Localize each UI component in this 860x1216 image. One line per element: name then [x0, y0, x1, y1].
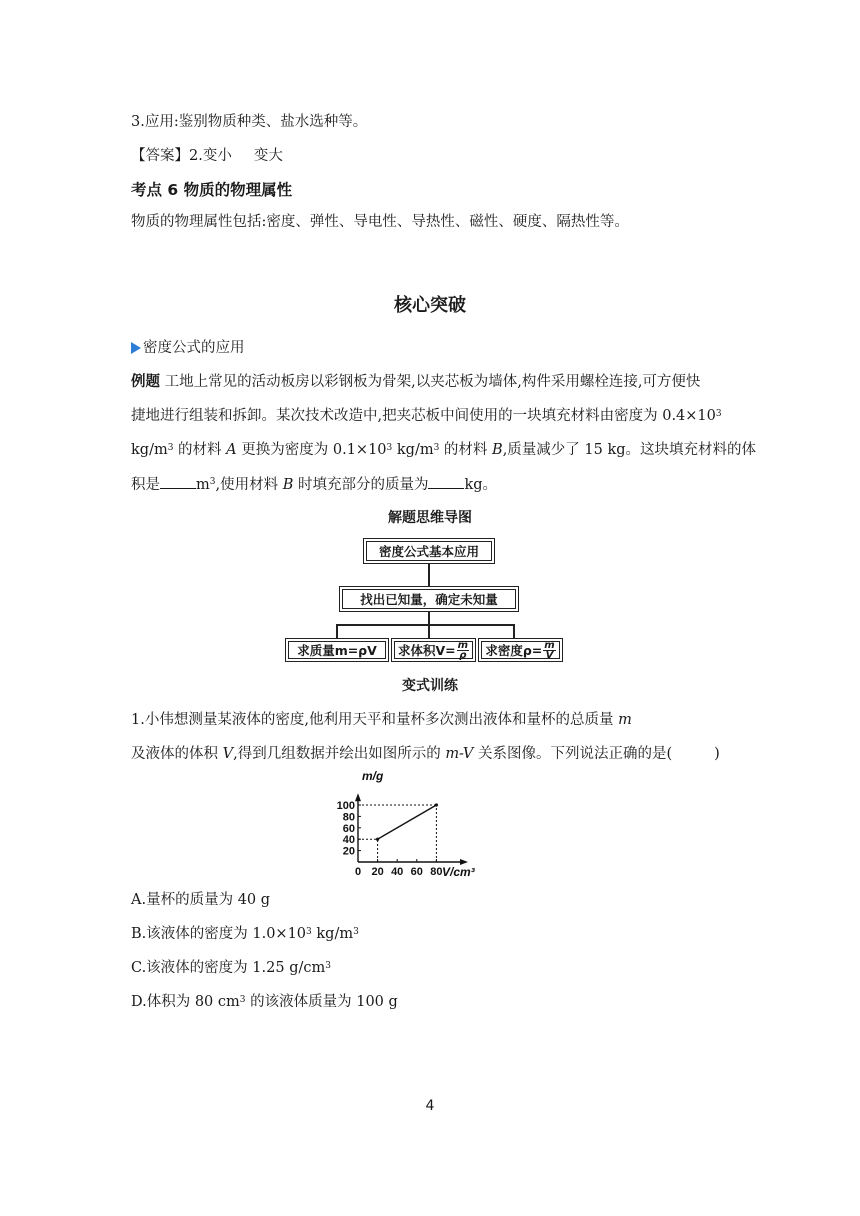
practice-title: 变式训练 — [402, 678, 458, 694]
mindmap-volume-box — [391, 638, 476, 662]
volume-prefix: 求体积V= — [397, 643, 456, 658]
var-mv: m-V — [445, 746, 474, 762]
play-triangle-icon — [131, 342, 141, 354]
text: C.该液体的密度为 1.25 g/cm — [131, 960, 326, 976]
mindmap-top-label: 密度公式基本应用 — [378, 544, 479, 559]
unit: kg/m — [392, 442, 434, 458]
example-label: 例题 — [131, 374, 160, 390]
example-line-1 — [131, 372, 700, 392]
text: ,质量减少了 15 kg。这块填充材料的体 — [502, 442, 757, 458]
y-axis-arrow — [355, 793, 361, 801]
connector — [513, 624, 515, 638]
example-text-1: 工地上常见的活动板房以彩钢板为骨架,以夹芯板为墙体,构件采用螺栓连接,可方便快 — [160, 374, 701, 390]
y-tick-label: 20 — [342, 845, 355, 858]
unit: m — [196, 477, 210, 493]
text: ,使用材料 — [215, 477, 283, 493]
x-tick-label: 60 — [410, 866, 423, 878]
y-tick-label: 80 — [342, 811, 355, 824]
x-tick-label: 40 — [391, 866, 404, 878]
option-d[interactable] — [131, 992, 398, 1012]
text: 关系图像。下列说法正确的是( — [473, 746, 673, 762]
topic-label: 密度公式的应用 — [143, 340, 245, 356]
y-axis-label: m/g — [362, 770, 384, 783]
text: kg。 — [464, 477, 498, 493]
text: 及液体的体积 — [131, 746, 223, 762]
var-m: m — [618, 712, 632, 728]
frac-den: ρ — [459, 649, 467, 661]
x-tick-label: 0 — [354, 866, 362, 878]
page-number: 4 — [425, 1098, 435, 1114]
material-b: B — [282, 477, 294, 493]
example-text-2: 捷地进行组装和拆卸。某次技术改造中,把夹芯板中间使用的一块填充材料由密度为 0.4×10 — [131, 408, 716, 424]
sup: 3 — [433, 443, 440, 453]
connector — [336, 624, 338, 638]
sup: 3 — [209, 477, 216, 487]
mindmap-density-box — [478, 638, 563, 662]
mindmap-mid-box — [339, 586, 519, 612]
kaodian6-body: 物质的物理属性包括:密度、弹性、导电性、导热性、磁性、硬度、隔热性等。 — [131, 214, 629, 230]
var-v: V — [222, 746, 234, 762]
answer-blank-mass[interactable] — [428, 474, 464, 489]
data-point — [376, 838, 379, 841]
option-b[interactable] — [131, 924, 359, 944]
connector — [428, 624, 430, 638]
text: ) — [714, 746, 720, 762]
topic-line — [131, 338, 245, 358]
x-tick-label: 80 — [430, 866, 443, 878]
mindmap-volume-label — [398, 641, 469, 660]
option-c[interactable] — [131, 958, 331, 978]
answer-blank-volume[interactable] — [160, 474, 196, 489]
connector — [336, 624, 514, 626]
sup: 3 — [306, 927, 312, 937]
unit: kg/m — [131, 442, 168, 458]
frac-num: m — [544, 639, 555, 651]
application-line: 3.应用:鉴别物质种类、盐水选种等。 — [131, 114, 368, 130]
frac-den: V — [545, 649, 554, 661]
q1-line-2 — [131, 744, 720, 764]
sup: 3 — [325, 961, 331, 971]
y-tick-label: 100 — [336, 800, 355, 812]
example-line-3 — [131, 440, 756, 460]
sup: 3 — [715, 409, 722, 419]
density-prefix: 求密度ρ= — [485, 643, 543, 658]
kaodian6-title: 考点 6 物质的物理属性 — [131, 181, 293, 199]
example-line-2 — [131, 406, 722, 426]
example-line-4 — [131, 474, 497, 495]
mindmap-density-label — [485, 641, 555, 660]
mindmap-mass-label: 求质量m=ρV — [297, 643, 377, 658]
material-b: B — [492, 442, 503, 458]
option-a[interactable]: A.量杯的质量为 40 g — [131, 892, 271, 908]
answer-b: 变大 — [253, 148, 283, 164]
answer-label: 【答案】 — [131, 148, 189, 164]
volume-fraction — [457, 641, 469, 660]
text: B.该液体的密度为 1.0×10 — [131, 926, 307, 942]
answer-line — [131, 146, 283, 166]
y-tick-label: 60 — [342, 822, 355, 835]
text: ,得到几组数据并绘出如图所示的 — [233, 746, 446, 762]
sup: 3 — [167, 443, 174, 453]
text: 的材料 — [439, 442, 493, 458]
mindmap-top-box — [363, 538, 495, 564]
text: 的该液体质量为 100 g — [245, 994, 398, 1010]
text: 的材料 — [173, 442, 227, 458]
text: kg/m — [311, 926, 354, 942]
section-title: 核心突破 — [394, 295, 466, 316]
connector — [428, 564, 430, 586]
y-tick-label: 40 — [342, 834, 355, 847]
material-a: A — [226, 442, 237, 458]
text: 积是 — [131, 477, 160, 493]
data-point — [435, 803, 438, 806]
density-fraction — [543, 641, 555, 660]
answer-a: 2.变小 — [189, 148, 232, 164]
q1-line-1 — [131, 710, 632, 730]
text: D.体积为 80 cm — [131, 994, 240, 1010]
text: 更换为密度为 0.1×10 — [236, 442, 387, 458]
connector — [428, 612, 430, 624]
frac-num: m — [457, 639, 469, 651]
sup: 3 — [353, 927, 359, 937]
data-line — [378, 805, 437, 839]
text: 时填充部分的质量为 — [293, 477, 429, 493]
text: 1.小伟想测量某液体的密度,他利用天平和量杯多次测出液体和量杯的总质量 — [131, 712, 619, 728]
mindmap-mid-label: 找出已知量，确定未知量 — [360, 592, 498, 607]
sup: 3 — [239, 995, 246, 1005]
mindmap-mass-box — [285, 638, 389, 662]
sup: 3 — [386, 443, 393, 453]
x-tick-label: 20 — [371, 866, 384, 878]
mv-chart — [318, 770, 538, 886]
x-axis-label: V/cm³ — [442, 865, 475, 879]
mindmap-title: 解题思维导图 — [388, 510, 472, 526]
